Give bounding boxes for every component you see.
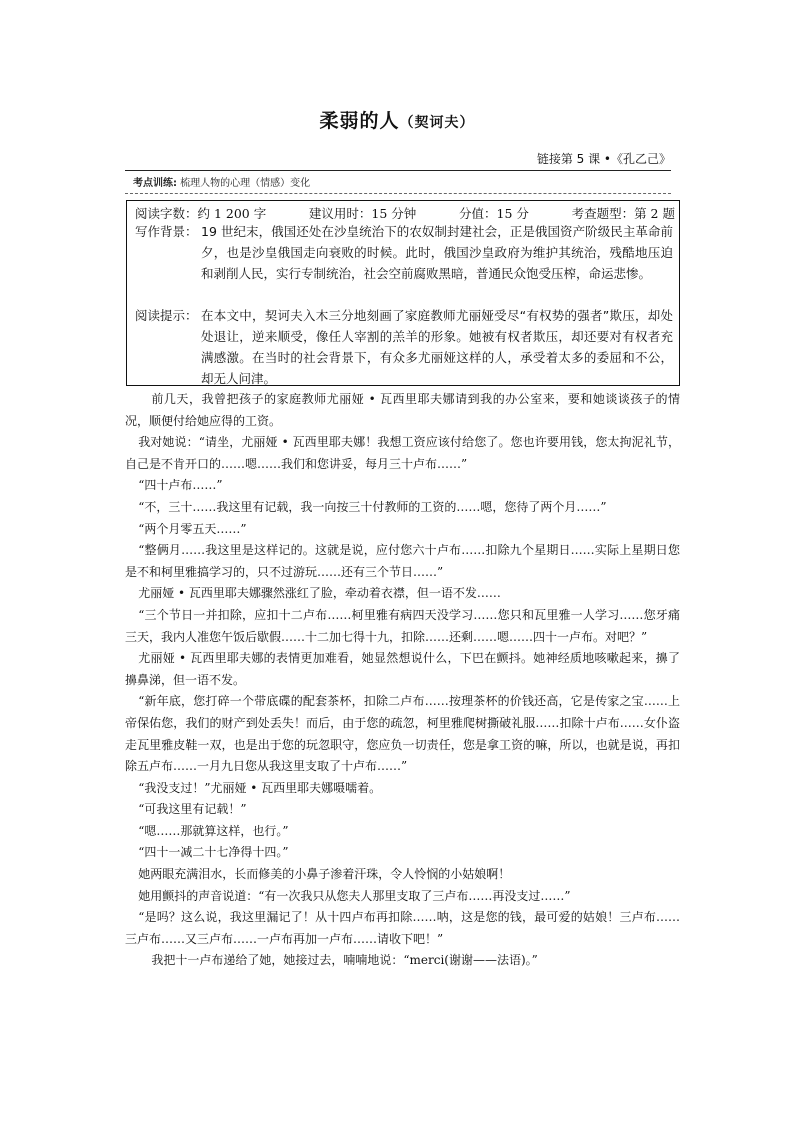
- title-text: 柔弱的人: [319, 110, 400, 132]
- paragraph: 尤丽娅 • 瓦西里耶夫娜的表情更加难看，她显然想说什么，下巴在颤抖。她神经质地咳嗽起来，擤了擤鼻涕，但一语不发。: [125, 651, 680, 687]
- tip-label: 阅读提示：: [135, 308, 198, 323]
- paragraph: “不，三十……我这里有记载，我一向按三十付教师的工资的……嗯，您待了两个月……”: [138, 499, 607, 514]
- paragraph: “整俩月……我这里是这样记的。这就是说，应付您六十卢布……扣除九个星期日……实际上星期日您是不和柯里雅搞学习的，只不过游玩……还有三个节日……”: [125, 543, 680, 579]
- author-name: （契诃夫）: [399, 115, 475, 131]
- top-divider: [125, 170, 671, 171]
- paragraph: “是吗？这么说，我这里漏记了！从十四卢布再扣除……呐，这是您的钱，最可爱的姑娘！三卢布……三卢布……又三卢布……一卢布再加一卢布……请收下吧！”: [125, 910, 680, 946]
- lesson-link: 链接第 5 课 •《孔乙己》: [536, 152, 671, 166]
- background-label: 写作背景：: [135, 224, 198, 239]
- paragraph: “三个节日一并扣除，应扣十二卢布……柯里雅有病四天没学习……您只和瓦里雅一人学习……您牙痛三天，我内人准您午饭后歇假……十二加七得十九，扣除……还剩……嗯……四十一卢布。对吧？”: [125, 607, 680, 644]
- paragraph: “我没支过！”尤丽娅 • 瓦西里耶夫娜嗫嚅着。: [138, 780, 382, 795]
- paragraph: “两个月零五天……”: [138, 521, 247, 536]
- paragraph: “嗯……那就算这样，也行。”: [138, 823, 289, 838]
- paragraph: 我把十一卢布递给了她，她接过去，喃喃地说：“merci(谢谢——法语)。”: [151, 953, 538, 968]
- training-focus: [133, 174, 310, 189]
- paragraph: “四十卢布……”: [138, 478, 223, 493]
- paragraph: 尤丽娅 • 瓦西里耶夫娜骤然涨红了脸，牵动着衣襟，但一语不发……: [138, 586, 501, 601]
- word-count: 阅读字数：约 1 200 字: [135, 206, 267, 221]
- writing-background: [135, 221, 673, 284]
- paragraph: 前几天，我曾把孩子的家庭教师尤丽娅 • 瓦西里耶夫娜请到我的办公室来，要和她谈谈孩子的情况，顺便付给她应得的工资。: [125, 392, 680, 428]
- dashed-divider: [125, 193, 671, 194]
- question-type: 考查题型：第 2 题: [571, 206, 675, 221]
- tip-text: 在本文中，契诃夫入木三分地刻画了家庭教师尤丽娅受尽“有权势的强者”欺压，却处处退让，逆来顺受，像任人宰割的羔羊的形象。她被有权者欺压，却还要对有权者充满感激。在当时的社会背景下，有众多尤丽娅这样的人，承受着太多的委屈和不公，却无人问津。: [201, 308, 673, 386]
- paragraph: 她用颤抖的声音说道：“有一次我只从您夫人那里支取了三卢布……再没支过……”: [138, 888, 571, 903]
- reading-tip: [135, 305, 673, 389]
- paragraph: “新年底，您打碎一个带底碟的配套茶杯，扣除二卢布……按理茶杯的价钱还高，它是传家之宝……上帝保佑您，我们的财产到处丢失！而后，由于您的疏忽，柯里雅爬树撕破礼服……扣除十卢布……女仆盗走瓦里雅皮鞋一双，也是出于您的玩忽职守，您应负一切责任，您是拿工资的嘛，所以，也就是说，再扣除五卢布……一月九日您从我这里支取了十卢布……”: [125, 694, 680, 774]
- paragraph: 她两眼充满泪水，长而修美的小鼻子渗着汗珠，令人怜悯的小姑娘啊！: [138, 867, 511, 882]
- paragraph: “四十一减二十七净得十四。”: [138, 845, 289, 860]
- score-value: 分值：15 分: [459, 206, 529, 221]
- story-body: [125, 389, 680, 972]
- reading-stats: [135, 204, 675, 222]
- background-text: 19 世纪末，俄国还处在沙皇统治下的农奴制封建社会，正是俄国资产阶级民主革命前夕，也是沙皇俄国走向衰败的时候。此时，俄国沙皇政府为维护其统治，残酷地压迫和剥削人民，实行专制统治，社会空前腐败黑暗，普通民众饱受压榨，命运悲惨。: [201, 224, 673, 281]
- paragraph: 我对她说：“请坐，尤丽娅 • 瓦西里耶夫娜！我想工资应该付给您了。您也许要用钱，您太拘泥礼节，自己是不肯开口的……嗯……我们和您讲妥，每月三十卢布……”: [125, 435, 680, 471]
- suggested-time: 建议用时：15 分钟: [308, 206, 417, 221]
- paragraph: “可我这里有记载！”: [138, 802, 247, 817]
- page-title: [0, 106, 794, 133]
- training-text: 梳理人物的心理（情感）变化: [177, 178, 311, 189]
- training-label: 考点训练:: [133, 178, 177, 189]
